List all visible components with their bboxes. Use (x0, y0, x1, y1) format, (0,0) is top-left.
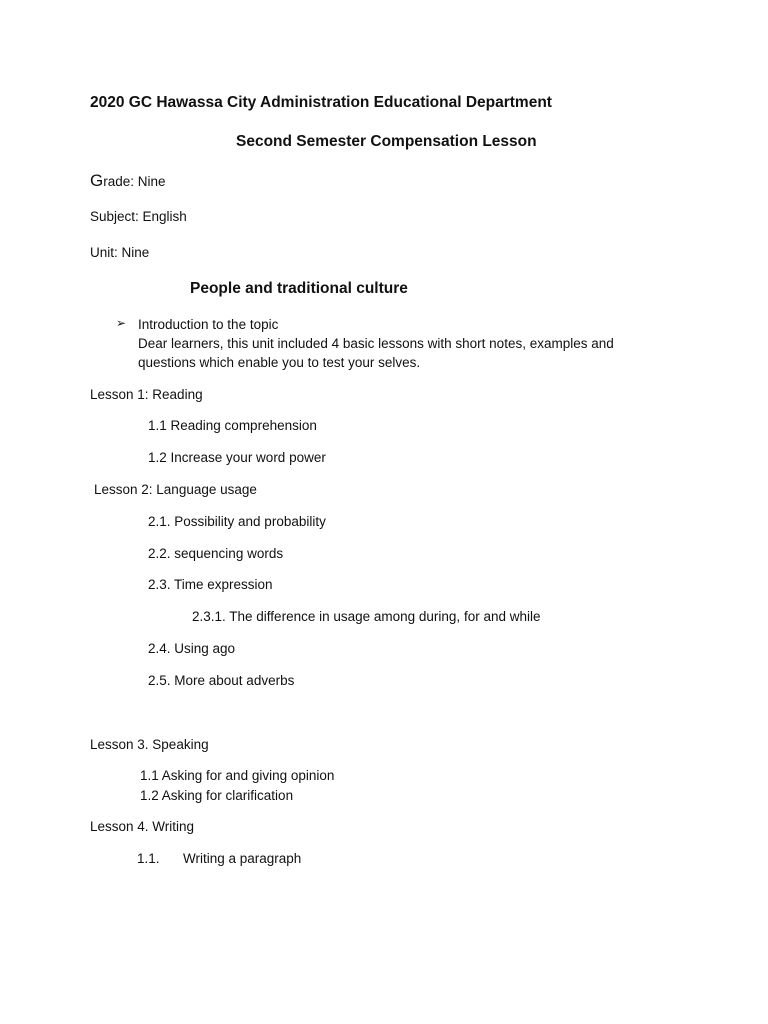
lesson-2-item: 2.5. More about adverbs (148, 673, 295, 688)
lesson-2-item: 2.1. Possibility and probability (148, 514, 326, 529)
lesson-4-item (137, 850, 301, 868)
lesson-2-item: 2.2. sequencing words (148, 546, 284, 561)
lesson-1-title: Lesson 1: Reading (90, 387, 203, 402)
lesson-3-item: 1.2 Asking for clarification (140, 788, 294, 803)
lesson-4-title: Lesson 4. Writing (90, 819, 195, 834)
department-heading: 2020 GC Hawassa City Administration Educational Department (90, 94, 552, 111)
intro-text-line-1: Dear learners, this unit included 4 basic lessons with short notes, examples and (138, 336, 614, 351)
lesson-2-title: Lesson 2: Language usage (94, 482, 257, 497)
grade-line (90, 172, 166, 191)
subject-line: Subject: English (90, 209, 187, 224)
lesson-2-subitem: 2.3.1. The difference in usage among during, for and while (192, 609, 541, 624)
arrow-bullet-icon: ➢ (116, 316, 127, 330)
intro-heading: Introduction to the topic (138, 317, 279, 332)
unit-title: People and traditional culture (190, 280, 408, 297)
lesson-2-item: 2.3. Time expression (148, 577, 273, 592)
lesson-3-title: Lesson 3. Speaking (90, 737, 209, 752)
grade-initial: G (90, 171, 104, 190)
lesson-title: Second Semester Compensation Lesson (236, 133, 537, 150)
lesson-1-item: 1.1 Reading comprehension (148, 418, 317, 433)
intro-text-line-2: questions which enable you to test your selves. (138, 355, 421, 370)
unit-line: Unit: Nine (90, 245, 150, 260)
lesson-3-item: 1.1 Asking for and giving opinion (140, 768, 335, 783)
lesson-2-item: 2.4. Using ago (148, 641, 236, 656)
lesson-1-item: 1.2 Increase your word power (148, 450, 326, 465)
lesson-4-item-text: Writing a paragraph (183, 851, 302, 866)
grade-value: rade: Nine (103, 174, 166, 189)
lesson-4-item-number: 1.1. (137, 851, 160, 866)
